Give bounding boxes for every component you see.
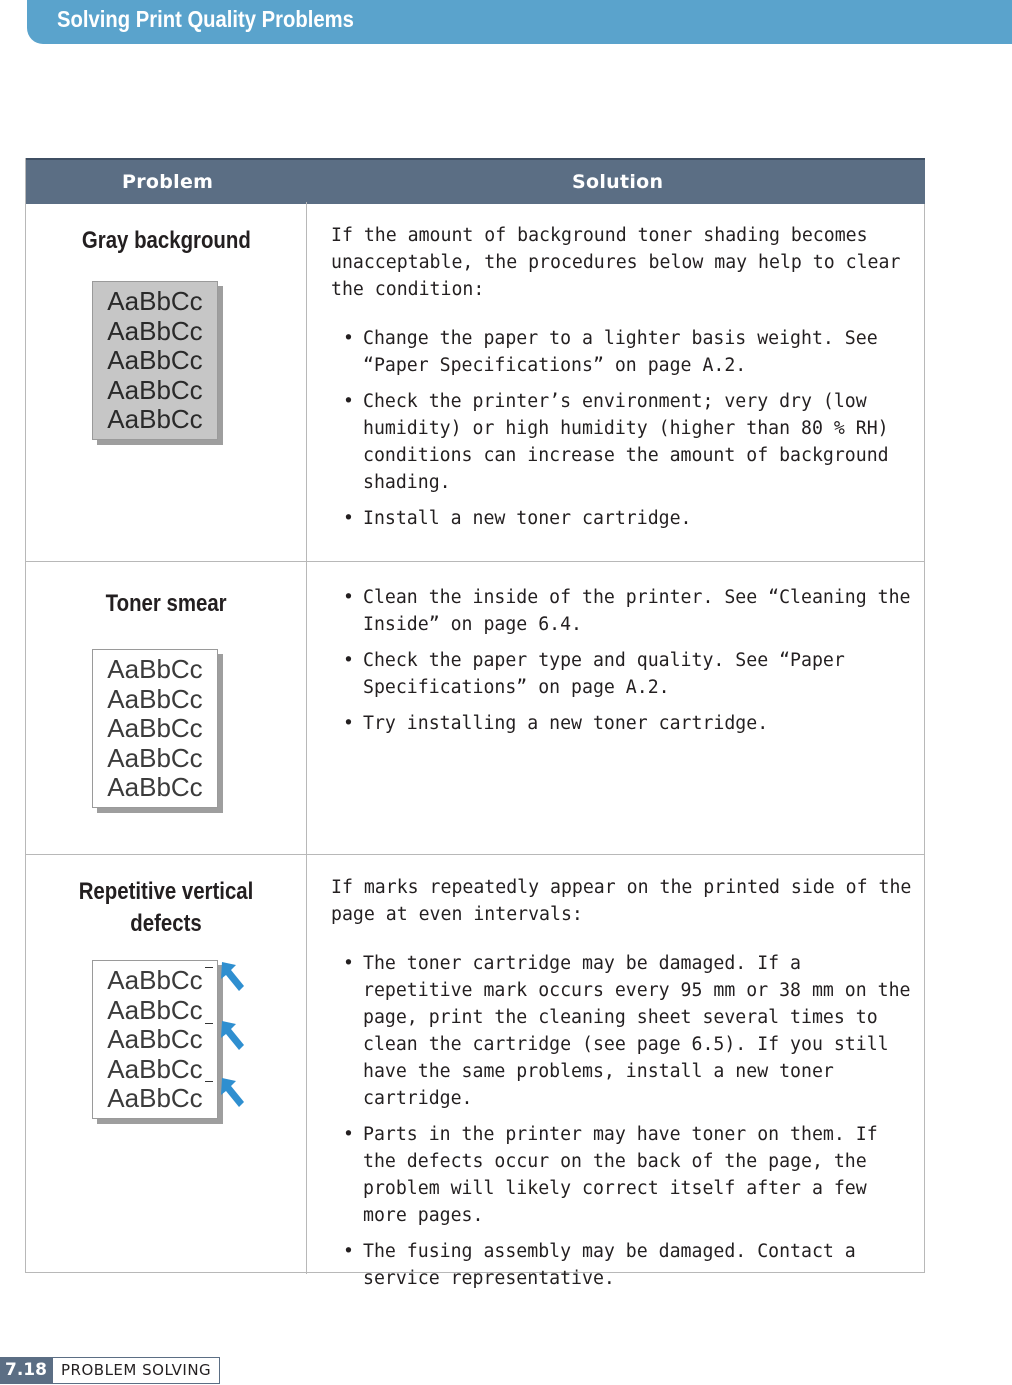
arrow-icon xyxy=(220,1019,248,1051)
sample-line: AaBbCc xyxy=(107,374,203,405)
column-header-solution: Solution xyxy=(572,171,664,193)
solution-bullet: • The toner cartridge may be damaged. If a repetitive mark occurs every 95 mm or 38 mm on the page, print the cleaning sheet several times to clean the cartridge (see page 6.5). If you still have the same problems, install a new toner cartridge. xyxy=(339,950,916,1112)
defect-mark xyxy=(205,1081,213,1082)
solution-bullet: • Parts in the printer may have toner on them. If the defects occur on the back of the page, the problem will likely correct itself after a few more pages. xyxy=(339,1121,916,1229)
column-header-problem: Problem xyxy=(122,171,214,193)
solution-intro: If marks repeatedly appear on the printed side of the page at even intervals: xyxy=(331,877,912,925)
sample-line: AaBbCc xyxy=(107,654,203,684)
row-divider xyxy=(26,561,924,562)
sample-line: AaBbCc xyxy=(107,404,203,434)
sample-gray-background xyxy=(92,281,218,440)
sample-line: AaBbCc xyxy=(107,683,203,714)
sample-line: AaBbCc xyxy=(107,1024,203,1054)
arrow-icon xyxy=(220,960,248,992)
section-name: PROBLEM SOLVING xyxy=(52,1357,220,1384)
defect-mark xyxy=(205,1023,213,1024)
solution-gray-background xyxy=(331,222,916,541)
sample-line: AaBbCc xyxy=(107,965,203,995)
page-title: Solving Print Quality Problems xyxy=(57,6,354,32)
table-header xyxy=(26,158,925,204)
problem-solution-table xyxy=(25,158,925,1289)
defect-mark xyxy=(205,967,213,968)
solution-bullet: • Install a new toner cartridge. xyxy=(339,505,916,532)
solution-bullet: • Check the paper type and quality. See “Paper Specifications” on page A.2. xyxy=(339,647,916,701)
sample-toner-smear xyxy=(92,649,218,808)
solution-list xyxy=(331,325,916,532)
sample-line: AaBbCc xyxy=(107,994,203,1025)
solution-bullet: • Try installing a new toner cartridge. xyxy=(339,710,916,737)
solution-list xyxy=(331,584,916,737)
solution-bullet: • Check the printer’s environment; very dry (low humidity) or high humidity (higher than 80 % RH) conditions can increase the amount of background shading. xyxy=(339,388,916,496)
column-divider xyxy=(306,202,307,1274)
page-number: 7.18 xyxy=(0,1357,52,1384)
row-divider xyxy=(26,854,924,855)
problem-gray-background: Gray background xyxy=(81,227,251,254)
solution-list xyxy=(331,950,916,1292)
sample-line: AaBbCc xyxy=(107,315,203,346)
solution-bullet: • Clean the inside of the printer. See “Cleaning the Inside” on page 6.4. xyxy=(339,584,916,638)
sample-line: AaBbCc xyxy=(107,772,203,802)
problem-toner-smear: Toner smear xyxy=(105,590,227,617)
solution-intro: If the amount of background toner shading becomes unacceptable, the procedures below may help to clear the condition: xyxy=(331,225,901,300)
problem-repetitive-vertical-defects: Repetitive vertical defects xyxy=(78,878,254,937)
sample-line: AaBbCc xyxy=(107,345,203,375)
title-bar xyxy=(27,0,1012,44)
sample-line: AaBbCc xyxy=(107,1083,203,1113)
sample-line: AaBbCc xyxy=(107,1053,203,1084)
sample-line: AaBbCc xyxy=(107,713,203,743)
sample-line: AaBbCc xyxy=(107,742,203,773)
arrow-icon xyxy=(220,1076,248,1108)
sample-repetitive-defects xyxy=(92,960,218,1119)
solution-bullet: • The fusing assembly may be damaged. Contact a service representative. xyxy=(339,1238,916,1292)
solution-repetitive-defects xyxy=(331,874,916,1301)
sample-line: AaBbCc xyxy=(107,286,203,316)
solution-bullet: • Change the paper to a lighter basis weight. See “Paper Specifications” on page A.2. xyxy=(339,325,916,379)
solution-toner-smear xyxy=(331,584,916,746)
